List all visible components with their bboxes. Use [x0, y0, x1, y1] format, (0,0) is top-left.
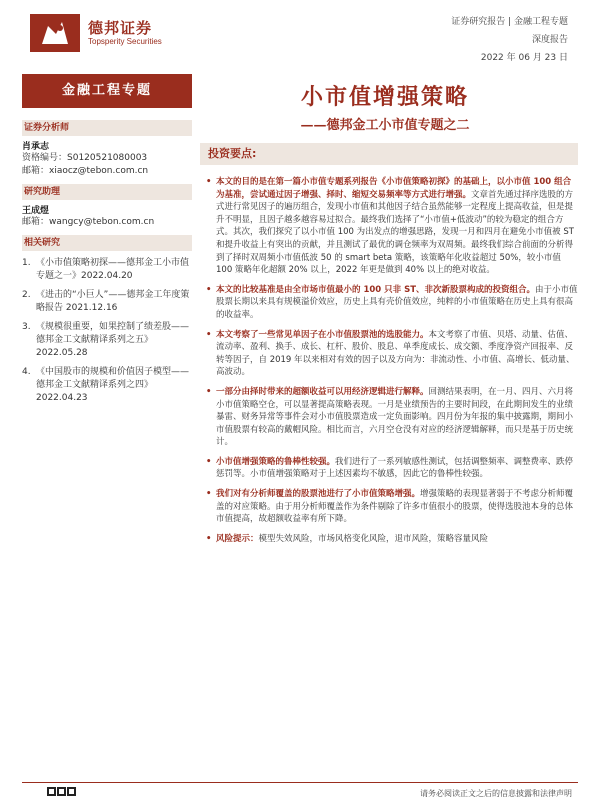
key-points-heading: 投资要点:: [200, 143, 578, 165]
assistant-section-heading: 研究助理: [22, 184, 192, 200]
assistant-name: 王成煜: [22, 206, 50, 216]
analyst-email[interactable]: 邮箱：xiaocz@tebon.com.cn: [22, 166, 149, 176]
analyst-section-heading: 证券分析师: [22, 120, 192, 136]
list-item: • 本文考察了一些常见单因子在小市值股票池的选股能力。本文考察了市值、贝塔、动量、估值、流动率、盈利、换手、成长、杠杆、股价、股息、单季度成长、成交额、季度净资产回报率、反转等因子，自 2019 年以来相对有效的因子以及方向为：非流动性、小市值、高增长、低动量、高波动。: [206, 329, 575, 378]
report-subtype: 深度报告: [531, 35, 568, 45]
related-section-heading: 相关研究: [22, 235, 192, 251]
bullet-icon: •: [206, 177, 212, 187]
bullet-icon: •: [206, 284, 212, 295]
bullet-icon: •: [206, 456, 212, 467]
brand-logo-icon: [30, 14, 80, 52]
analyst-name: 肖承志: [22, 142, 50, 152]
report-header: [0, 0, 600, 66]
assistant-email[interactable]: 邮箱：wangcy@tebon.com.cn: [22, 217, 155, 227]
topic-banner: 金融工程专题: [22, 74, 192, 108]
list-item: • 本文的比较基准是由全市场市值最小的 100 只非 ST、非次新股票构成的投资组合。由于小市值股票长期以来具有规模溢价效应，历史上具有壳价值效应，纯粹的小市值策略在历史上具有很高的收益率。: [206, 284, 578, 320]
list-item[interactable]: 3. 《规模很重要，如果控制了绩差股——德邦金工文献精译系列之五》 2022.05.28: [22, 322, 190, 358]
key-points-body: [206, 176, 578, 545]
report-date: 2022 年 06 月 23 日: [480, 53, 568, 63]
bullet-icon: •: [206, 386, 212, 397]
qr-code-icon: [47, 787, 77, 797]
disclaimer-note: 请务必阅读正文之后的信息披露和法律声明: [420, 789, 572, 798]
report-type: 证券研究报告 | 金融工程专题: [451, 17, 568, 27]
brand-name: 德邦证券: [88, 19, 153, 37]
related-list: [22, 257, 192, 405]
bullet-icon: •: [206, 489, 212, 500]
analyst-cert: 资格编号：S0120521080003: [22, 153, 148, 163]
list-item: • 我们对有分析师覆盖的股票池进行了小市值策略增强。增强策略的表现显著弱于不考虑分析师覆盖的对应策略。由于用分析师覆盖作为条件剔除了许多市值很小的股票，使得选股池本身的总体市值提高，故超额收益率有所下降。: [206, 489, 574, 525]
list-item: • 本文的目的是在第一篇小市值专题系列报告《小市值策略初探》的基础上，以小市值 100 组合为基准，尝试通过因子增强、择时、缩短交易频率等方式进行增强。文章首先通过择序选股的方式进行常见因子的遍历组合，发现小市值和其他因子结合虽然能够一定程度上提高收益，但是提升不明显，且因子越多越容易过拟合。最终我们选择了“小市值+低波动”的较为稳定的组合方式。其次，我们探究了以小市值 100 为出发点的增强思路，发现一月和四月在避免小市值被 ST 和提升收益上有突出的贡献，并且测试了最优的调仓频率为双周频。最终我们综合前面的分析得到了择时双周频小市值低波 50 的 smart beta 策略，该策略年化收益超过 50%，较小市值 100 策略年化超额 20% 以上，2022 年更是做到 40% 以上的绝对收益。: [206, 177, 574, 276]
bullet-icon: •: [206, 533, 212, 544]
page-title: 小市值增强策略: [300, 84, 469, 110]
footer-divider: [22, 782, 578, 783]
brand-name-en: Topsperity Securities: [88, 37, 162, 46]
left-sidebar: [22, 120, 192, 405]
list-item: • 小市值增强策略的鲁棒性较强。我们进行了一系列敏感性测试，包括调整频率、调整费率、跌停惩罚等。小市值增强策略对于上述因素均不敏感，因此它的鲁棒性较强。: [206, 456, 574, 480]
list-item[interactable]: 4. 《中国股市的规模和价值因子模型——德邦金工文献精译系列之四》 2022.04.23: [22, 367, 190, 403]
list-item: • 一部分由择时带来的超额收益可以用经济逻辑进行解释。回测结果表明，在一月、四月、六月将小市值策略空仓，可以显著提高策略表现。一月是业绩预告的主要时间段，在此期间发生的业绩暴雷、财务异常等事件会对小市值股票造成一定负面影响。四月份为年报的集中披露期，期间小市值股票有较高的戴帽风险。相比而言，六月空仓没有对应的经济逻辑解释，而只是基于历史统计。: [206, 386, 574, 448]
bullet-icon: •: [206, 329, 212, 340]
page-subtitle: ——德邦金工小市值专题之二: [300, 118, 470, 133]
list-item[interactable]: 1. 《小市值策略初探——德邦金工小市值专题之一》2022.04.20: [22, 258, 190, 281]
list-item[interactable]: 2. 《进击的“小巨人”——德邦金工年度策略报告 2021.12.16: [22, 290, 190, 313]
list-item: • 风险提示：模型失效风险，市场风格变化风险，退市风险，策略容量风险: [206, 533, 489, 544]
